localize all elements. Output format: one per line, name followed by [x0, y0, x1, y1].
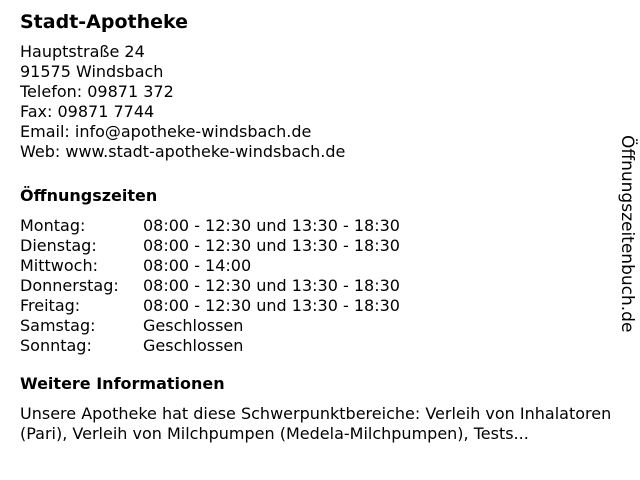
- day-label: Dienstag:: [20, 236, 97, 255]
- hours-row-tuesday: [20, 236, 620, 256]
- pharmacy-name: Stadt-Apotheke: [20, 11, 189, 33]
- time-value: 08:00 - 12:30 und 13:30 - 18:30: [143, 296, 400, 315]
- more-info-text: Unsere Apotheke hat diese Schwerpunktbereiche: Verleih von Inhalatoren (Pari), Verleih von Milchpumpen (Medela-Milchpumpen), Tests...: [20, 404, 612, 443]
- hours-row-saturday: [20, 316, 620, 336]
- hours-row-friday: [20, 296, 620, 316]
- web-link[interactable]: Web: www.stadt-apotheke-windsbach.de: [20, 142, 346, 161]
- day-label: Sonntag:: [20, 336, 92, 355]
- hours-row-thursday: [20, 276, 620, 296]
- day-label: Montag:: [20, 216, 86, 235]
- phone-text: Telefon: 09871 372: [20, 82, 174, 101]
- opening-hours-heading: Öffnungszeiten: [20, 186, 158, 205]
- hours-row-sunday: [20, 336, 620, 356]
- time-value: 08:00 - 12:30 und 13:30 - 18:30: [143, 276, 400, 295]
- time-value: 08:00 - 14:00: [143, 256, 252, 275]
- day-label: Samstag:: [20, 316, 96, 335]
- opening-hours-table: [20, 216, 620, 356]
- email-link[interactable]: Email: info@apotheke-windsbach.de: [20, 122, 312, 141]
- time-value: Geschlossen: [143, 336, 244, 355]
- pharmacy-card: [20, 10, 620, 444]
- watermark-text: Öffnungszeitenbuch.de: [617, 135, 637, 333]
- time-value: Geschlossen: [143, 316, 244, 335]
- more-info-heading: Weitere Informationen: [20, 374, 225, 393]
- address-block: [20, 42, 620, 162]
- day-label: Mittwoch:: [20, 256, 98, 275]
- city-text: 91575 Windsbach: [20, 62, 164, 81]
- time-value: 08:00 - 12:30 und 13:30 - 18:30: [143, 236, 400, 255]
- hours-row-wednesday: [20, 256, 620, 276]
- fax-text: Fax: 09871 7744: [20, 102, 155, 121]
- street-text: Hauptstraße 24: [20, 42, 145, 61]
- day-label: Donnerstag:: [20, 276, 119, 295]
- day-label: Freitag:: [20, 296, 81, 315]
- time-value: 08:00 - 12:30 und 13:30 - 18:30: [143, 216, 400, 235]
- hours-row-monday: [20, 216, 620, 236]
